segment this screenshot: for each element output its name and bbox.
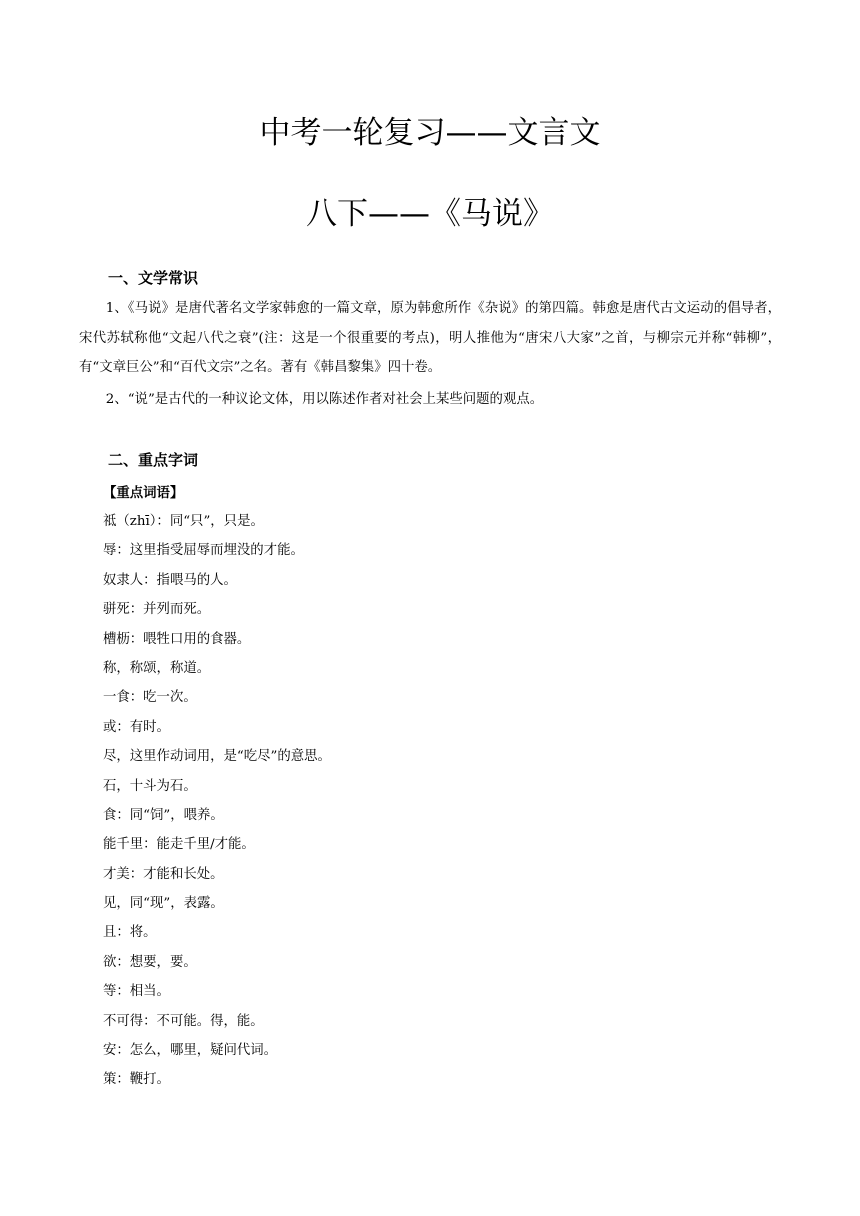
vocab-item: 一食：吃一次。 bbox=[103, 690, 197, 706]
vocab-item: 不可得：不可能。得，能。 bbox=[103, 1013, 264, 1029]
vocab-list bbox=[103, 507, 331, 1095]
vocab-item: 辱：这里指受屈辱而埋没的才能。 bbox=[103, 543, 304, 559]
vocab-item: 才美：才能和长处。 bbox=[103, 866, 224, 882]
vocab-item: 石，十斗为石。 bbox=[103, 778, 197, 794]
vocab-item: 欲：想要，要。 bbox=[103, 954, 197, 970]
vocab-item: 骈死：并列而死。 bbox=[103, 602, 211, 618]
vocab-item: 等：相当。 bbox=[103, 984, 170, 1000]
sub-title: 八下——《马说》 bbox=[306, 196, 554, 232]
vocab-item: 奴隶人：指喂马的人。 bbox=[103, 572, 237, 588]
vocab-item: 尽，这里作动词用，是“吃尽”的意思。 bbox=[103, 749, 331, 765]
vocab-item: 安：怎么，哪里，疑问代词。 bbox=[103, 1043, 278, 1059]
vocab-item: 祗（zhī）：同“只”，只是。 bbox=[103, 514, 264, 529]
vocab-item: 策：鞭打。 bbox=[103, 1072, 170, 1088]
vocab-item: 且：将。 bbox=[103, 925, 157, 941]
vocab-item: 食：同“饲”，喂养。 bbox=[103, 807, 224, 823]
vocab-item: 或：有时。 bbox=[103, 719, 170, 735]
main-title: 中考一轮复习——文言文 bbox=[259, 115, 601, 151]
vocab-item: 见，同“现”，表露。 bbox=[103, 896, 224, 912]
vocab-item: 称，称颂，称道。 bbox=[103, 660, 211, 676]
section-heading-keywords: 二、重点字词 bbox=[108, 451, 199, 469]
literary-paragraph-2: 2、“说”是古代的一种议论文体，用以陈述作者对社会上某些问题的观点。 bbox=[105, 392, 544, 407]
literary-paragraph-1: 1、《马说》是唐代著名文学家韩愈的一篇文章，原为韩愈所作《杂说》的第四篇。韩愈是唐代古文运动的倡导者，宋代苏轼称他“文起八代之衰”(注：这是一个很重要的考点)，明人推他为“唐宋八大家”之首，与柳宗元并称“韩柳”，有“文章巨公”和“百代文宗”之名。著有《韩昌黎集》四十卷。 bbox=[79, 301, 781, 375]
section-heading-literary: 一、文学常识 bbox=[108, 269, 199, 287]
vocab-item: 槽枥：喂牲口用的食器。 bbox=[103, 631, 251, 647]
vocab-item: 能千里：能走千里/才能。 bbox=[103, 837, 255, 853]
keywords-subheading: 【重点词语】 bbox=[103, 485, 184, 501]
